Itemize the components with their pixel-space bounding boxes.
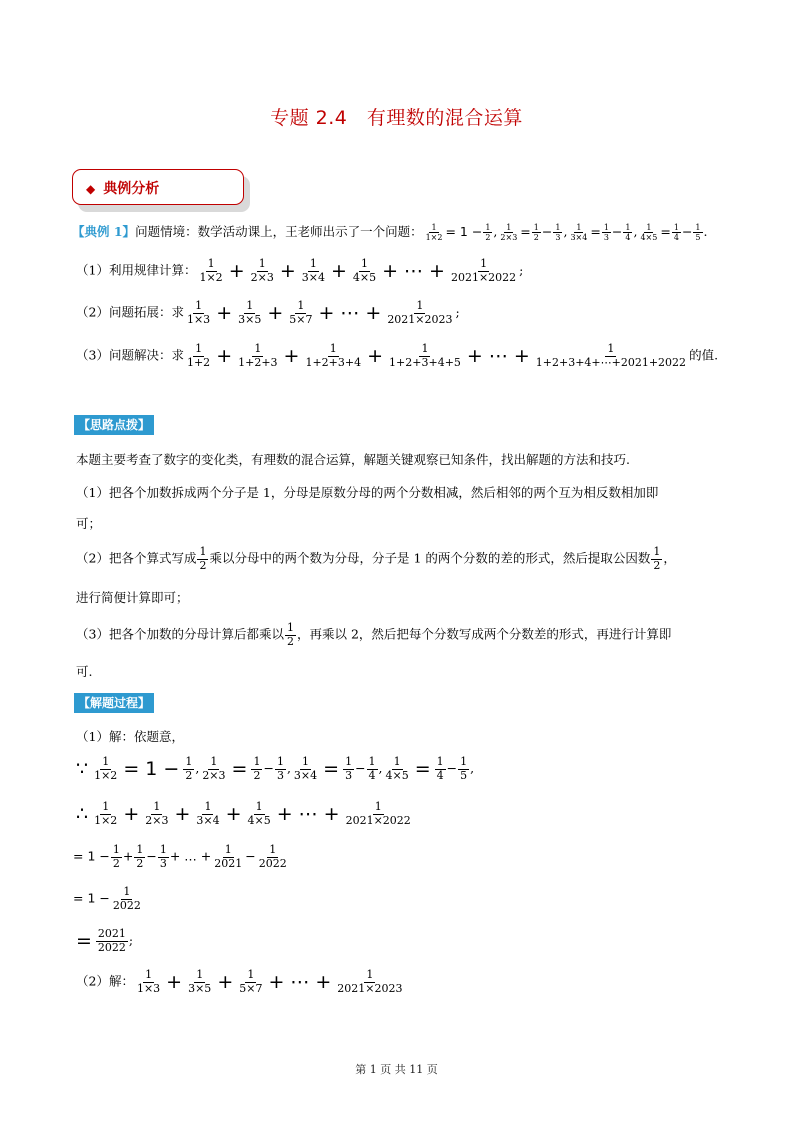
fraction (483, 223, 492, 242)
hint-3-line-1 (76, 622, 671, 648)
fraction (693, 223, 702, 242)
math-symbol: = 1 − (73, 848, 110, 864)
text-span: , (286, 760, 291, 776)
fraction (672, 223, 681, 242)
text-span: （2）问题拓展：求 (76, 304, 184, 320)
fraction (300, 258, 327, 284)
denominator: 4 (436, 768, 444, 782)
fraction (367, 756, 378, 782)
question-1 (76, 258, 523, 284)
denominator: 3 (276, 768, 284, 782)
hints-tag: 【思路点拨】 (74, 419, 154, 432)
math-symbol: = 1 − (73, 890, 110, 906)
fraction (185, 300, 212, 326)
math-symbol: + (315, 970, 332, 993)
text-span: （1）利用规律计算： (76, 262, 197, 278)
numerator: 1 (286, 621, 294, 634)
fraction (236, 300, 263, 326)
numerator: 1 (102, 755, 110, 768)
math-symbol: + (268, 970, 285, 993)
numerator: 1 (533, 223, 539, 232)
hint-3-line-2: 可. (76, 664, 93, 679)
denominator: 3×4 (570, 233, 588, 243)
fraction (602, 223, 611, 242)
math-symbol: + (330, 259, 347, 282)
math-symbol: + (318, 301, 335, 324)
math-symbol: ⋯ (404, 259, 424, 282)
denominator: 3×4 (293, 768, 318, 782)
numerator: 1 (673, 223, 679, 232)
numerator: 1 (460, 755, 468, 768)
math-symbol: ∴ (76, 802, 89, 825)
denominator: 2 (185, 768, 193, 782)
math-symbol: = 1 − (445, 224, 483, 240)
math-symbol: + (123, 802, 140, 825)
numerator: 1 (145, 968, 153, 981)
text-span: ; (519, 262, 524, 278)
page-title: 专题 2.4 有理数的混合运算 (270, 107, 523, 129)
math-symbol: + (466, 344, 483, 367)
math-symbol: = (520, 224, 531, 240)
text-span: ，再乘以 2，然后把每个分数写成两个分数差的形式，再进行计算即 (296, 626, 672, 642)
numerator: 1 (393, 755, 401, 768)
numerator: 1 (276, 755, 284, 768)
denominator: 1×2 (94, 768, 118, 782)
question-3 (76, 343, 718, 369)
math-symbol: + (279, 259, 296, 282)
denominator: 3×5 (188, 981, 212, 995)
numerator: 1 (695, 223, 701, 232)
math-symbol: + (216, 344, 233, 367)
denominator: 5 (695, 233, 701, 243)
denominator: 2021×2023 (337, 981, 403, 995)
fraction (532, 223, 541, 242)
fraction (111, 844, 122, 870)
numerator: 1 (255, 800, 263, 813)
denominator: 5 (460, 768, 468, 782)
math-symbol: + (122, 848, 134, 864)
math-symbol: = (76, 929, 92, 952)
numerator: 1 (653, 545, 661, 558)
denominator: 3×4 (196, 813, 220, 827)
text-span: ， (663, 550, 676, 566)
numerator: 1 (297, 299, 305, 312)
section-header-label: 典例分析 (103, 181, 160, 197)
fraction (568, 223, 589, 242)
denominator: 3 (345, 768, 353, 782)
solution-1-label: （1）解：依题意， (76, 729, 184, 744)
text-span: （3）把各个加数的分母计算后都乘以 (76, 626, 284, 642)
denominator: 1×3 (186, 312, 211, 326)
example-tag: 【典例 1】 (72, 224, 136, 240)
math-symbol: + (283, 344, 300, 367)
denominator: 1+2 (186, 355, 211, 369)
fraction (194, 801, 221, 827)
denominator: 4 (368, 768, 376, 782)
fraction (449, 258, 518, 284)
numerator: 1 (204, 800, 212, 813)
text-span: 的值. (689, 347, 719, 363)
math-symbol: − (541, 224, 553, 240)
math-symbol: + (365, 301, 382, 324)
denominator: 4 (673, 233, 679, 243)
denominator: 2022 (97, 940, 126, 954)
denominator: 2 (136, 856, 144, 870)
fraction (424, 223, 445, 242)
numerator: 1 (345, 755, 353, 768)
solution-step-2 (73, 886, 144, 912)
math-symbol: + (174, 802, 191, 825)
fraction (197, 258, 224, 284)
fraction (92, 756, 119, 782)
math-symbol: − (611, 224, 623, 240)
hint-paragraph: 本题主要考查了数字的变化类，有理数的混合运算，解题关键观察已知条件，找出解题的方法和技巧. (76, 452, 630, 467)
numerator: 1 (136, 843, 144, 856)
math-symbol: = (660, 224, 671, 240)
denominator: 1×2 (425, 233, 443, 243)
math-symbol: ∵ (76, 757, 89, 780)
text-span: （2）把各个算式写成 (76, 550, 197, 566)
solution-2-line (76, 969, 406, 995)
math-symbol: − (355, 760, 366, 776)
text-span: , (470, 760, 475, 776)
example-statement (72, 223, 708, 242)
numerator: 1 (555, 223, 561, 232)
numerator: 1 (368, 755, 376, 768)
denominator: 1×2 (94, 813, 118, 827)
math-symbol: − (681, 224, 693, 240)
denominator: 2 (199, 558, 207, 572)
text-span: . (703, 224, 708, 240)
denominator: 2×3 (500, 233, 518, 243)
denominator: 2 (533, 233, 539, 243)
fraction (651, 546, 662, 572)
numerator: 1 (309, 257, 317, 270)
denominator: 3 (159, 856, 167, 870)
fraction (200, 756, 227, 782)
fraction (246, 801, 273, 827)
example-intro: 问题情境：数学活动课上，王老师出示了一个问题： (135, 224, 423, 240)
math-symbol: = (231, 757, 248, 780)
solution-step-1 (73, 844, 290, 870)
solution-because-line (73, 756, 474, 782)
math-symbol: − (245, 848, 256, 864)
fraction (237, 969, 264, 995)
fraction (385, 300, 454, 326)
denominator: 2×3 (250, 270, 274, 284)
denominator: 3×4 (301, 270, 325, 284)
fraction (143, 801, 170, 827)
math-symbol: ⋯ (298, 802, 318, 825)
fraction (638, 223, 659, 242)
numerator: 1 (247, 968, 255, 981)
fraction (212, 844, 244, 870)
text-span: ; (455, 304, 460, 320)
fraction (249, 258, 276, 284)
numerator: 1 (374, 800, 382, 813)
question-2 (76, 300, 460, 326)
denominator: 5×7 (239, 981, 263, 995)
numerator: 2021 (97, 927, 126, 940)
denominator: 2 (485, 233, 491, 243)
numerator: 1 (195, 342, 203, 355)
math-symbol: − (446, 760, 458, 776)
fraction (458, 756, 469, 782)
math-symbol: + (217, 970, 234, 993)
fraction (135, 969, 162, 995)
text-span: （3）问题解决：求 (76, 347, 184, 363)
fraction (498, 223, 519, 242)
numerator: 1 (258, 257, 266, 270)
fraction (236, 343, 279, 369)
math-symbol: + (513, 344, 530, 367)
denominator: 4×5 (247, 813, 271, 827)
numerator: 1 (576, 223, 582, 232)
numerator: 1 (112, 843, 120, 856)
denominator: 2 (112, 856, 120, 870)
numerator: 1 (607, 342, 615, 355)
numerator: 1 (254, 342, 262, 355)
numerator: 1 (102, 800, 110, 813)
numerator: 1 (506, 223, 512, 232)
hint-2-line-1 (76, 546, 676, 572)
denominator: 2×3 (145, 813, 169, 827)
numerator: 1 (416, 299, 424, 312)
math-symbol: + (225, 802, 242, 825)
denominator: 4×5 (640, 233, 658, 243)
numerator: 1 (485, 223, 491, 232)
fraction (553, 223, 562, 242)
denominator: 2 (286, 634, 294, 648)
numerator: 1 (199, 545, 207, 558)
denominator: 2021×2023 (387, 312, 453, 326)
math-symbol: = (414, 757, 431, 780)
denominator: 2 (653, 558, 661, 572)
numerator: 1 (207, 257, 215, 270)
fraction (183, 756, 194, 782)
fraction (435, 756, 446, 782)
denominator: 1×3 (136, 981, 161, 995)
text-span: , (493, 224, 498, 240)
math-symbol: = (590, 224, 601, 240)
text-span: , (378, 760, 383, 776)
denominator: 5×7 (289, 312, 313, 326)
numerator: 1 (153, 800, 161, 813)
numerator: 1 (123, 885, 131, 898)
denominator: 3 (555, 233, 561, 243)
math-symbol: + … + (169, 848, 212, 864)
fraction (158, 844, 169, 870)
numerator: 1 (361, 257, 368, 270)
numerator: 1 (302, 755, 310, 768)
math-symbol: ⋯ (340, 301, 360, 324)
text-span: , (633, 224, 638, 240)
math-symbol: = 1 − (123, 757, 180, 780)
fraction (351, 258, 378, 284)
text-span: 乘以分母中的两个数为分母，分子是 1 的两个分数的差的形式，然后提取公因数 (209, 550, 651, 566)
denominator: 4×5 (385, 768, 409, 782)
fraction (257, 844, 289, 870)
numerator: 1 (366, 968, 374, 981)
numerator: 1 (329, 342, 337, 355)
math-symbol: + (166, 970, 183, 993)
numerator: 1 (269, 843, 277, 856)
text-span: , (563, 224, 568, 240)
numerator: 1 (185, 755, 193, 768)
diamond-icon: ◆ (86, 182, 96, 196)
fraction (344, 801, 413, 827)
fraction (303, 343, 363, 369)
fraction (96, 928, 128, 954)
denominator: 2022 (258, 856, 287, 870)
math-symbol: − (263, 760, 274, 776)
math-symbol: + (382, 259, 399, 282)
math-symbol: + (276, 802, 293, 825)
fraction (287, 300, 314, 326)
numerator: 1 (625, 223, 631, 232)
denominator: 1×2 (199, 270, 223, 284)
math-symbol: + (216, 301, 233, 324)
hint-1-line-1: （1）把各个加数拆成两个分子是 1，分母是原数分母的两个分数相减，然后相邻的两个互为相反数相加即 (76, 485, 659, 500)
hint-1-line-2: 可； (76, 516, 102, 531)
math-symbol: − (146, 848, 157, 864)
section-header (86, 178, 159, 198)
denominator: 3 (603, 233, 609, 243)
fraction (335, 969, 404, 995)
fraction (387, 343, 463, 369)
math-symbol: + (228, 259, 245, 282)
denominator: 2022 (112, 898, 141, 912)
denominator: 3×5 (238, 312, 262, 326)
numerator: 1 (421, 342, 429, 355)
text-span: （2）解： (76, 973, 134, 989)
math-symbol: = (323, 757, 340, 780)
numerator: 1 (210, 755, 218, 768)
denominator: 4×5 (352, 270, 377, 284)
math-symbol: ⋯ (290, 970, 310, 993)
denominator: 2 (253, 768, 261, 782)
numerator: 1 (603, 223, 609, 232)
numerator: 1 (431, 223, 437, 232)
hint-2-line-2: 进行简便计算即可； (76, 590, 189, 605)
numerator: 1 (195, 299, 203, 312)
numerator: 1 (480, 257, 488, 270)
fraction (92, 801, 119, 827)
text-span: , (195, 760, 200, 776)
math-symbol: + (429, 259, 445, 282)
fraction (292, 756, 319, 782)
text-span: ; (128, 932, 134, 948)
math-symbol: + (323, 802, 340, 825)
solution-step-3 (73, 928, 133, 954)
numerator: 1 (246, 299, 254, 312)
numerator: 1 (646, 223, 652, 232)
solution-therefore-line (73, 801, 414, 827)
numerator: 1 (436, 755, 444, 768)
denominator: 2021×2022 (345, 813, 411, 827)
denominator: 4 (625, 233, 631, 243)
numerator: 1 (159, 843, 167, 856)
numerator: 1 (224, 843, 232, 856)
solution-tag: 【解题过程】 (74, 697, 154, 710)
fraction (186, 969, 213, 995)
math-symbol: ⋯ (488, 344, 508, 367)
denominator: 2×3 (202, 768, 226, 782)
math-symbol: + (267, 301, 284, 324)
fraction (275, 756, 286, 782)
fraction (534, 343, 688, 369)
denominator: 2021 (214, 856, 243, 870)
fraction (197, 546, 208, 572)
numerator: 1 (253, 755, 261, 768)
fraction (251, 756, 262, 782)
denominator: 1+2+3+4 (305, 355, 362, 369)
denominator: 2021×2022 (450, 270, 517, 284)
fraction (343, 756, 354, 782)
numerator: 1 (196, 968, 204, 981)
fraction (623, 223, 632, 242)
math-symbol: + (367, 344, 384, 367)
fraction (185, 343, 212, 369)
denominator: 1+2+3 (238, 355, 278, 369)
denominator: 1+2+3+4+5 (389, 355, 461, 369)
fraction (384, 756, 411, 782)
denominator: 1+2+3+4+⋯+2021+2022 (535, 355, 687, 369)
fraction (285, 622, 296, 648)
fraction (111, 886, 143, 912)
page-footer: 第 1 页 共 11 页 (355, 1063, 438, 1076)
fraction (134, 844, 145, 870)
